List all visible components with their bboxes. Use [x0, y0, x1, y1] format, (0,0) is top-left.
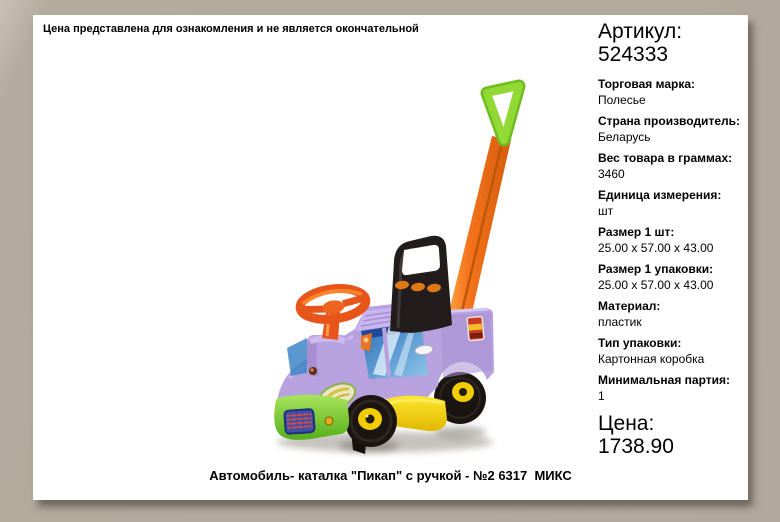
attr-brand-value: Полесье	[598, 93, 646, 107]
attr-country-value: Беларусь	[598, 130, 651, 144]
price-label: Цена:	[598, 412, 655, 435]
toy-handle-grip	[487, 86, 519, 140]
grille-decal	[284, 409, 315, 434]
price-value: 1738.90	[598, 435, 674, 458]
product-title: Автомобиль- каталка "Пикап" с ручкой - №2 6317 МИКС	[209, 468, 572, 483]
attr-package-type-value: Картонная коробка	[598, 352, 705, 366]
attr-size-item	[598, 225, 748, 255]
price-block	[598, 412, 748, 458]
attr-unit	[598, 188, 748, 218]
toy-seat-back	[390, 236, 452, 333]
attr-weight	[598, 151, 748, 181]
price-disclaimer: Цена представлена для ознакомления и не является окончательной	[43, 23, 419, 35]
attr-material	[598, 299, 748, 329]
attr-unit-label: Единица измерения:	[598, 188, 722, 202]
toy-push-pole	[446, 136, 511, 330]
attr-min-batch-value: 1	[598, 389, 605, 403]
attr-package-type-label: Тип упаковки:	[598, 336, 682, 350]
attr-brand	[598, 77, 748, 107]
attr-size-package-label: Размер 1 упаковки:	[598, 262, 714, 276]
attr-country	[598, 114, 748, 144]
attr-min-batch-label: Минимальная партия:	[598, 373, 730, 387]
taillight-decal	[467, 316, 484, 340]
attr-size-package	[598, 262, 748, 292]
attr-min-batch	[598, 373, 748, 403]
product-photo	[263, 78, 533, 463]
attr-package-type	[598, 336, 748, 366]
attr-weight-label: Вес товара в граммах:	[598, 151, 733, 165]
product-info-panel	[598, 20, 748, 458]
article-value: 524333	[598, 43, 669, 66]
attr-weight-value: 3460	[598, 167, 625, 181]
attr-material-value: пластик	[598, 315, 642, 329]
attr-size-package-value: 25.00 x 57.00 x 43.00	[598, 278, 714, 292]
attr-unit-value: шт	[598, 204, 614, 218]
attribute-list	[598, 77, 748, 403]
article-label: Артикул:	[598, 20, 683, 43]
product-card	[33, 15, 748, 500]
toy-front-bumper	[274, 395, 349, 440]
attr-size-item-value: 25.00 x 57.00 x 43.00	[598, 241, 714, 255]
attr-size-item-label: Размер 1 шт:	[598, 225, 675, 239]
attr-country-label: Страна производитель:	[598, 114, 740, 128]
attr-brand-label: Торговая марка:	[598, 77, 696, 91]
attr-material-label: Материал:	[598, 299, 661, 313]
